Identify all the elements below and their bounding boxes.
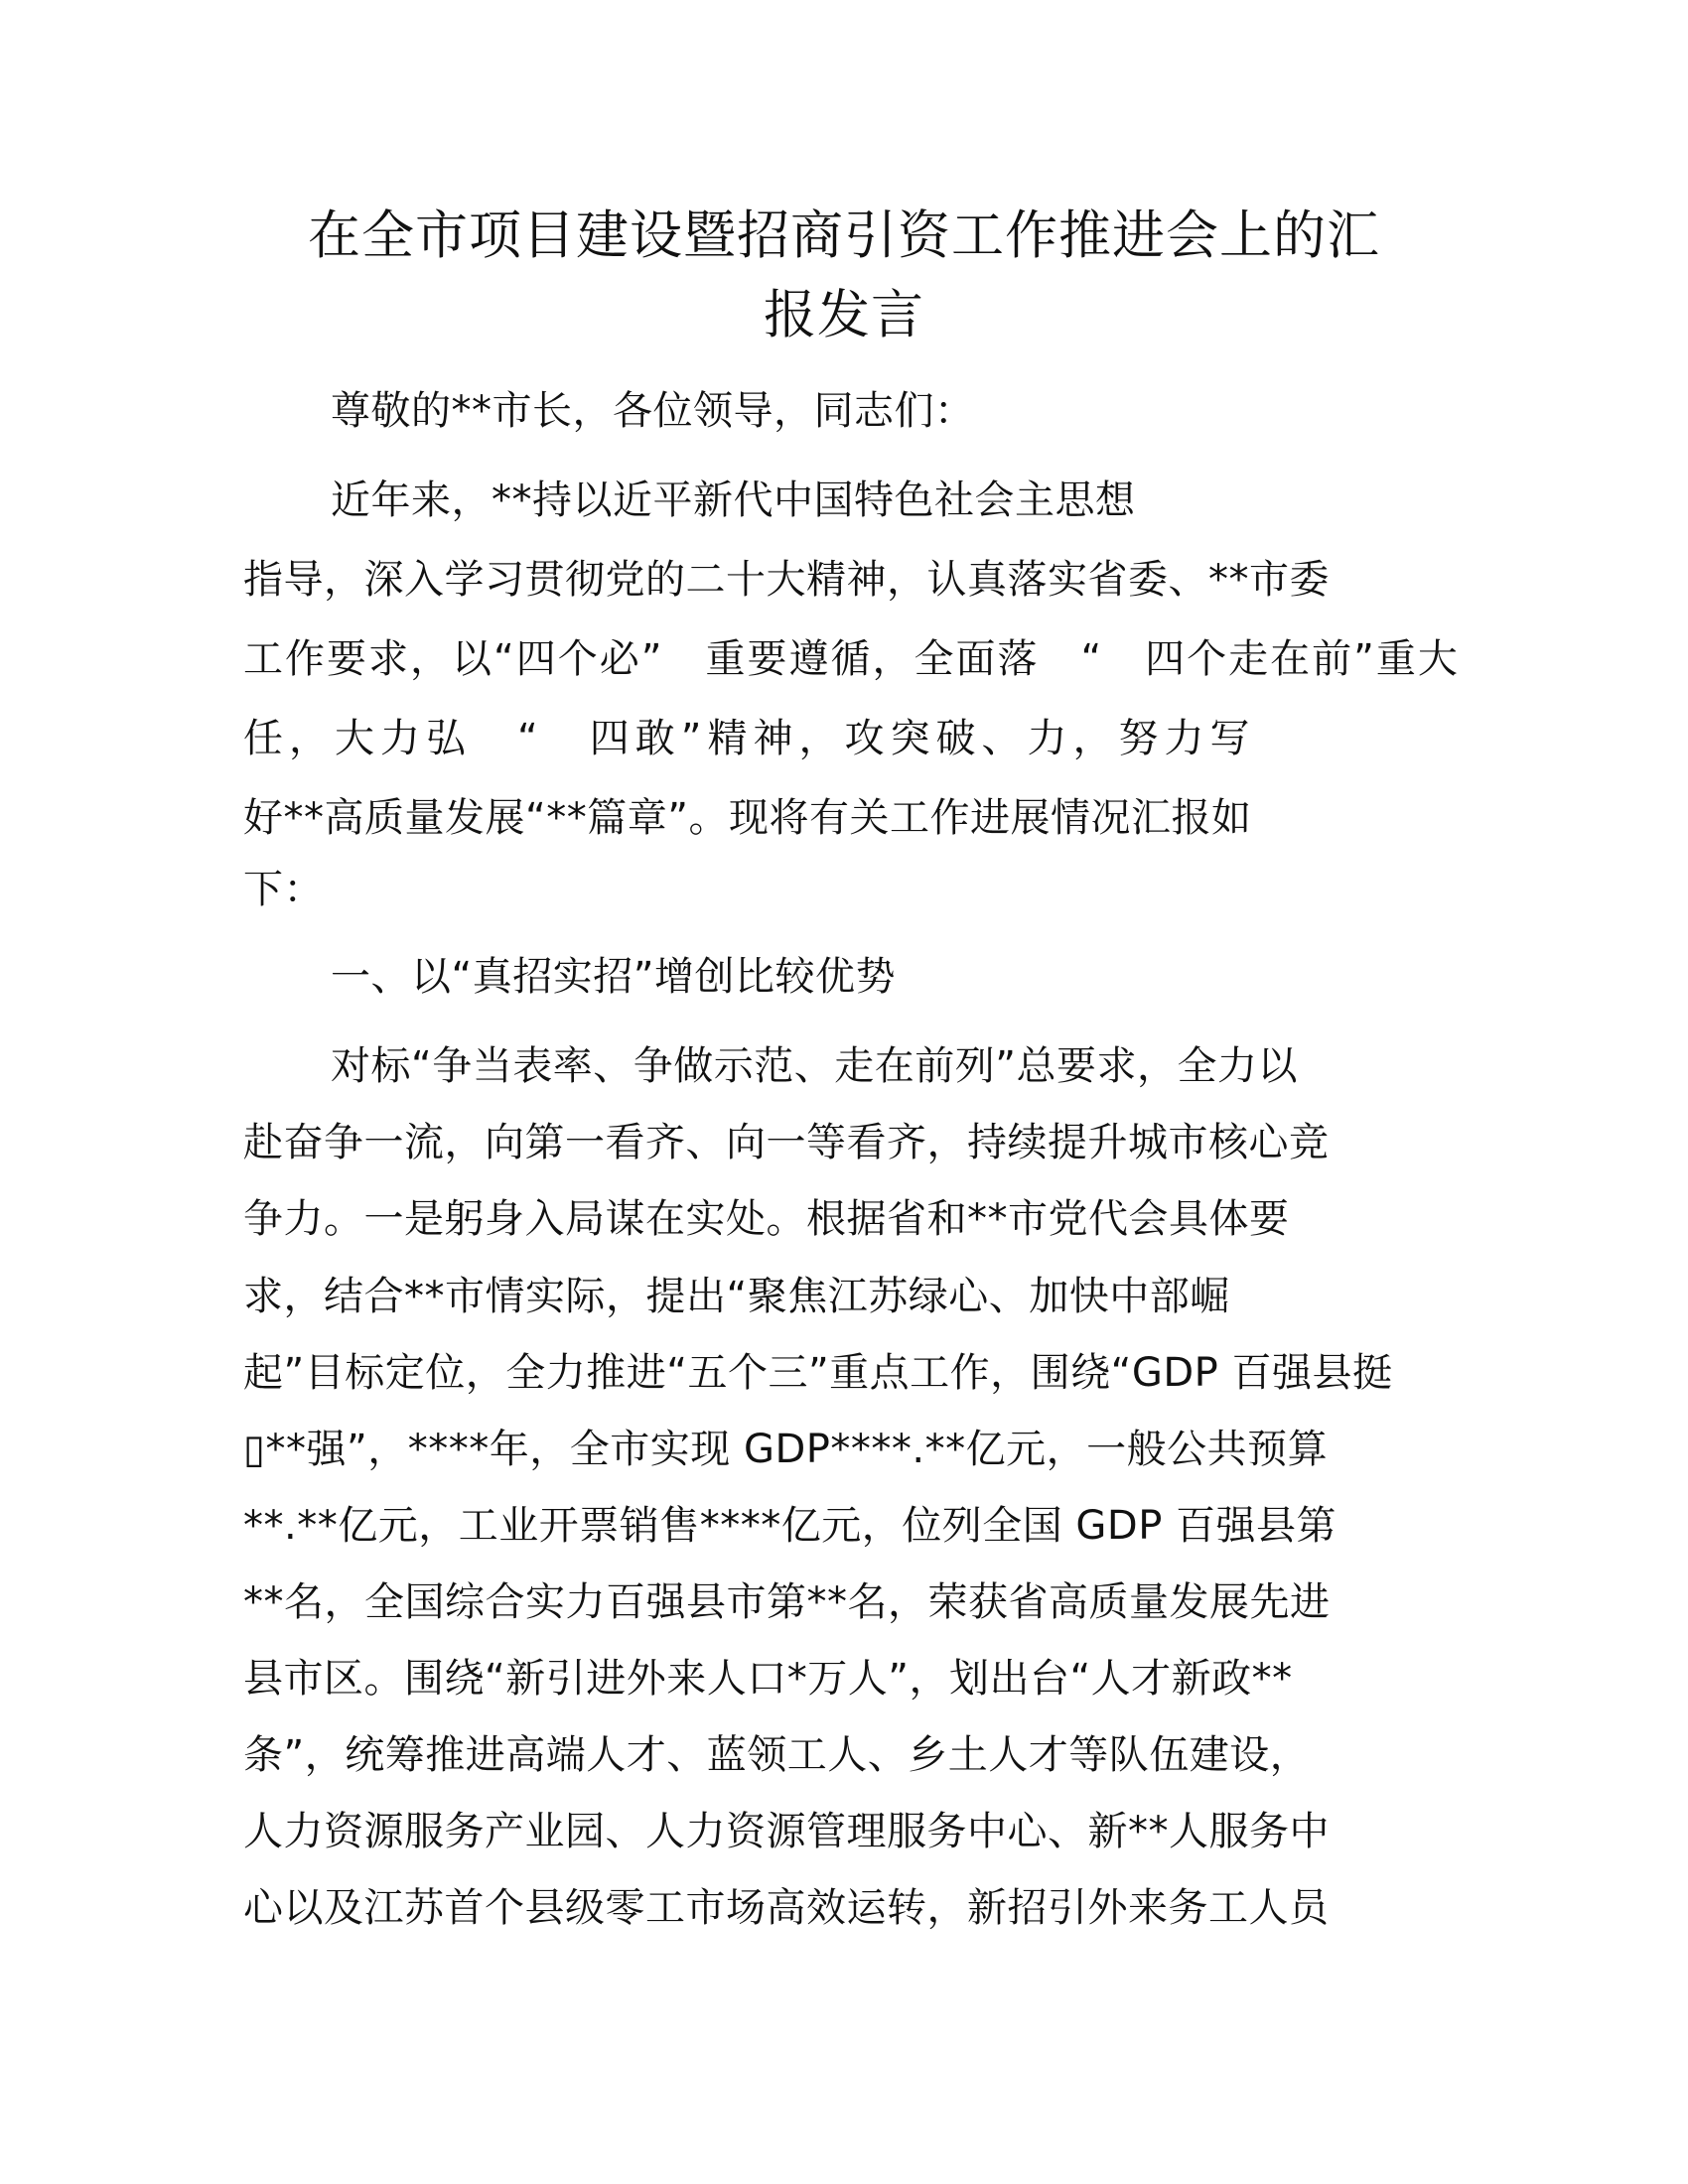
- paragraph-line: ▯**强”，****年，全市实现 GDP****.**亿元，一般公共预算: [243, 1427, 1329, 1472]
- document-title-line-2: 报发言: [764, 285, 924, 345]
- paragraph-line: 条”，统筹推进高端人才、蓝领工人、乡土人才等队伍建设，: [243, 1732, 1311, 1778]
- paragraph-line: **名，全国综合实力百强县市第**名，荣获省高质量发展先进: [243, 1579, 1331, 1625]
- paragraph-line: 指导，深入学习贯彻党的二十大精神，认真落实省委、**市委: [243, 557, 1330, 603]
- paragraph-line: 县市区。围绕“新引进外来人口*万人”，划出台“人才新政**: [243, 1656, 1293, 1702]
- paragraph-line: 起”目标定位，全力推进“五个三”重点工作，围绕“GDP 百强县挺: [243, 1350, 1393, 1396]
- paragraph-line: 争力。一是躬身入局谋在实处。根据省和**市党代会具体要: [243, 1196, 1290, 1242]
- paragraph-line: 工作要求，以“四个必” 重要遵循，全面落 “ 四个走在前”重大: [243, 636, 1460, 682]
- paragraph-line: 任，大力弘 “ 四敢”精神，攻突破、力，努力写: [243, 716, 1256, 761]
- salutation: 尊敬的**市长，各位领导，同志们：: [331, 388, 975, 434]
- section-heading: 一、以“真招实招”增创比较优势: [331, 954, 896, 1000]
- paragraph-line: 近年来，**持以近平新代中国特色社会主思想: [331, 478, 1136, 523]
- paragraph-line: 赴奋争一流，向第一看齐、向一等看齐，持续提升城市核心竞: [243, 1120, 1330, 1165]
- paragraph-line: 对标“争当表率、争做示范、走在前列”总要求，全力以: [331, 1043, 1298, 1089]
- paragraph-line: 下：: [243, 867, 324, 912]
- paragraph-line: **.**亿元，工业开票销售****亿元，位列全国 GDP 百强县第: [243, 1503, 1337, 1549]
- paragraph-line: 人力资源服务产业园、人力资源管理服务中心、新**人服务中: [243, 1809, 1330, 1854]
- paragraph-line: 心以及江苏首个县级零工市场高效运转，新招引外来务工人员: [243, 1885, 1330, 1931]
- paragraph-line: 好**高质量发展“**篇章”。现将有关工作进展情况汇报如: [243, 795, 1252, 841]
- paragraph-line: 求，结合**市情实际，提出“聚焦江苏绿心、加快中部崛: [243, 1274, 1230, 1319]
- document-title-line-1: 在全市项目建设暨招商引资工作推进会上的汇: [308, 205, 1380, 266]
